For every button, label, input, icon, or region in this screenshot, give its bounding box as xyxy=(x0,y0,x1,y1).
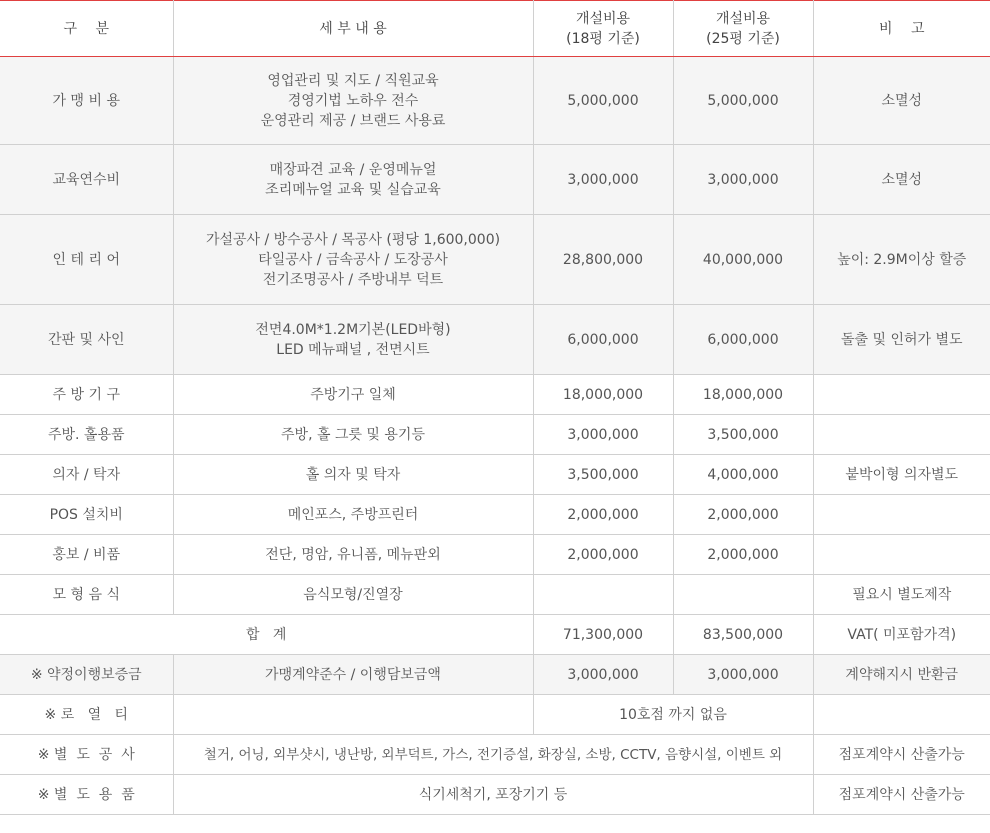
row-cost-25: 3,500,000 xyxy=(673,415,813,455)
row-note: 소멸성 xyxy=(813,145,990,215)
row-category: 교육연수비 xyxy=(0,145,173,215)
row-detail: 주방, 홀 그릇 및 용기등 xyxy=(173,415,533,455)
header-note: 비 고 xyxy=(813,1,990,57)
header-cost-25-line1: 개설비용 xyxy=(715,10,771,27)
deposit-detail: 가맹계약준수 / 이행담보금액 xyxy=(173,655,533,695)
row-detail-line: 매장파견 교육 / 운영메뉴얼 xyxy=(269,161,437,178)
royalty-value: 10호점 까지 없음 xyxy=(533,695,813,735)
header-cost-25 xyxy=(673,1,813,57)
table-row xyxy=(0,495,990,535)
row-cost-25: 3,000,000 xyxy=(673,145,813,215)
table-row xyxy=(0,305,990,375)
total-label: 합 계 xyxy=(0,615,533,655)
row-detail: 음식모형/진열장 xyxy=(173,575,533,615)
row-detail-line: 경영기법 노하우 전수 xyxy=(287,92,419,109)
row-category: 주 방 기 구 xyxy=(0,375,173,415)
table-row xyxy=(0,375,990,415)
row-detail-line: 영업관리 및 지도 / 직원교육 xyxy=(267,72,439,89)
row-cost-25: 18,000,000 xyxy=(673,375,813,415)
separate-work-note: 점포계약시 산출가능 xyxy=(813,735,990,775)
separate-goods-category: ※ 별 도 용 품 xyxy=(0,775,173,815)
row-cost-18: 18,000,000 xyxy=(533,375,673,415)
row-cost-25: 4,000,000 xyxy=(673,455,813,495)
separate-goods-row xyxy=(0,775,990,815)
royalty-category: ※ 로 열 티 xyxy=(0,695,173,735)
row-cost-18: 3,500,000 xyxy=(533,455,673,495)
table-header-row xyxy=(0,1,990,57)
total-cost-25: 83,500,000 xyxy=(673,615,813,655)
deposit-category: ※ 약정이행보증금 xyxy=(0,655,173,695)
royalty-note xyxy=(813,695,990,735)
header-cost-18 xyxy=(533,1,673,57)
row-detail xyxy=(173,57,533,145)
row-detail-line: 조리메뉴얼 교육 및 실습교육 xyxy=(265,181,441,198)
row-cost-18: 2,000,000 xyxy=(533,495,673,535)
row-detail: 홀 의자 및 탁자 xyxy=(173,455,533,495)
row-cost-18: 3,000,000 xyxy=(533,415,673,455)
row-detail: 주방기구 일체 xyxy=(173,375,533,415)
header-category: 구 분 xyxy=(0,1,173,57)
header-detail: 세 부 내 용 xyxy=(173,1,533,57)
row-cost-18: 2,000,000 xyxy=(533,535,673,575)
table-row xyxy=(0,215,990,305)
row-note: 돌출 및 인허가 별도 xyxy=(813,305,990,375)
row-category: 주방. 홀용품 xyxy=(0,415,173,455)
row-detail: 메인포스, 주방프린터 xyxy=(173,495,533,535)
row-detail-line: LED 메뉴패널 , 전면시트 xyxy=(276,341,430,358)
row-note: 소멸성 xyxy=(813,57,990,145)
row-detail-line: 가설공사 / 방수공사 / 목공사 (평당 1,600,000) xyxy=(205,231,501,248)
row-note xyxy=(813,535,990,575)
separate-goods-note: 점포계약시 산출가능 xyxy=(813,775,990,815)
deposit-note: 계약해지시 반환금 xyxy=(813,655,990,695)
row-detail-line: 운영관리 제공 / 브랜드 사용료 xyxy=(260,112,446,129)
row-cost-25: 40,000,000 xyxy=(673,215,813,305)
row-note: 붙박이형 의자별도 xyxy=(813,455,990,495)
row-detail: 전단, 명암, 유니폼, 메뉴판외 xyxy=(173,535,533,575)
separate-work-detail: 철거, 어닝, 외부샷시, 냉난방, 외부덕트, 가스, 전기증설, 화장실, 소방, CCTV, 음향시설, 이벤트 외 xyxy=(173,735,813,775)
row-cost-25: 6,000,000 xyxy=(673,305,813,375)
table-row xyxy=(0,455,990,495)
table-row xyxy=(0,575,990,615)
row-cost-25: 2,000,000 xyxy=(673,535,813,575)
royalty-row xyxy=(0,695,990,735)
row-cost-18: 6,000,000 xyxy=(533,305,673,375)
row-cost-18: 5,000,000 xyxy=(533,57,673,145)
total-cost-18: 71,300,000 xyxy=(533,615,673,655)
deposit-cost-25: 3,000,000 xyxy=(673,655,813,695)
row-cost-25: 2,000,000 xyxy=(673,495,813,535)
table-row xyxy=(0,57,990,145)
header-cost-18-line2: (18평 기준) xyxy=(566,30,640,47)
row-note: 필요시 별도제작 xyxy=(813,575,990,615)
row-category: 간판 및 사인 xyxy=(0,305,173,375)
row-category: 모 형 음 식 xyxy=(0,575,173,615)
row-cost-18: 28,800,000 xyxy=(533,215,673,305)
row-category: 인 테 리 어 xyxy=(0,215,173,305)
row-cost-18 xyxy=(533,575,673,615)
row-note: 높이: 2.9M이상 할증 xyxy=(813,215,990,305)
royalty-detail xyxy=(173,695,533,735)
row-cost-25 xyxy=(673,575,813,615)
separate-work-category: ※ 별 도 공 사 xyxy=(0,735,173,775)
row-detail-line: 타일공사 / 금속공사 / 도장공사 xyxy=(258,251,448,268)
header-cost-25-line2: (25평 기준) xyxy=(706,30,780,47)
row-detail-line: 전기조명공사 / 주방내부 덕트 xyxy=(262,271,444,288)
table-row xyxy=(0,145,990,215)
row-detail-line: 전면4.0M*1.2M기본(LED바형) xyxy=(255,321,451,338)
separate-goods-detail: 식기세척기, 포장기기 등 xyxy=(173,775,813,815)
table-row xyxy=(0,415,990,455)
total-note: VAT( 미포함가격) xyxy=(813,615,990,655)
separate-work-row xyxy=(0,735,990,775)
header-cost-18-line1: 개설비용 xyxy=(575,10,631,27)
row-category: 의자 / 탁자 xyxy=(0,455,173,495)
row-category: POS 설치비 xyxy=(0,495,173,535)
row-detail xyxy=(173,145,533,215)
row-cost-18: 3,000,000 xyxy=(533,145,673,215)
deposit-cost-18: 3,000,000 xyxy=(533,655,673,695)
row-note xyxy=(813,375,990,415)
table-row xyxy=(0,535,990,575)
row-note xyxy=(813,415,990,455)
total-row xyxy=(0,615,990,655)
row-detail xyxy=(173,215,533,305)
row-cost-25: 5,000,000 xyxy=(673,57,813,145)
row-category: 가 맹 비 용 xyxy=(0,57,173,145)
deposit-row xyxy=(0,655,990,695)
row-detail xyxy=(173,305,533,375)
row-note xyxy=(813,495,990,535)
row-category: 홍보 / 비품 xyxy=(0,535,173,575)
